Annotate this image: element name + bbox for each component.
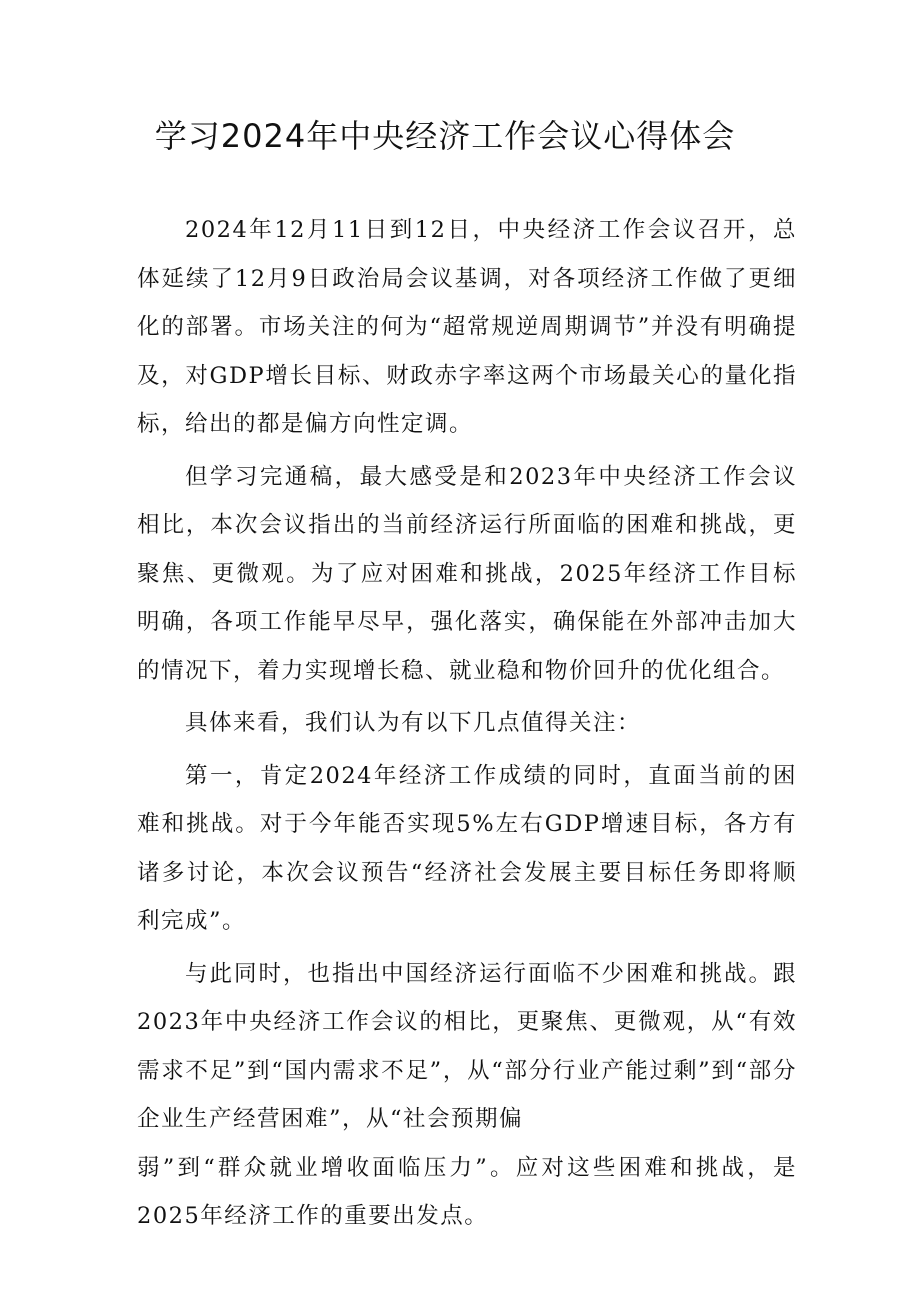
document-body: [137, 206, 797, 1245]
paragraph-5: 与此同时，也指出中国经济运行面临不少困难和挑战。跟2023年中央经济工作会议的相比，更聚焦、更微观，从“有效需求不足”到“国内需求不足”，从“部分行业产能过剩”到“部分企业生产经营困难”，从“社会预期偏: [137, 960, 797, 1132]
paragraph-4: 第一，肯定2024年经济工作成绩的同时，直面当前的困难和挑战。对于今年能否实现5%左右GDP增速目标，各方有诸多讨论，本次会议预告“经济社会发展主要目标任务即将顺利完成”。: [137, 762, 797, 934]
paragraph-2: 但学习完通稿，最大感受是和2023年中央经济工作会议相比，本次会议指出的当前经济运行所面临的困难和挑战，更聚焦、更微观。为了应对困难和挑战，2025年经济工作目标明确，各项工作能早尽早，强化落实，确保能在外部冲击加大的情况下，着力实现增长稳、就业稳和物价回升的优化组合。: [137, 463, 797, 684]
document-title: 学习2024年中央经济工作会议心得体会: [154, 117, 736, 155]
paragraph-5-continued: 弱”到“群众就业增收面临压力”。应对这些困难和挑战，是2025年经济工作的重要出发点。: [137, 1154, 797, 1229]
paragraph-1: 2024年12月11日到12日，中央经济工作会议召开，总体延续了12月9日政治局会议基调，对各项经济工作做了更细化的部署。市场关注的何为“超常规逆周期调节”并没有明确提及，对GDP增长目标、财政赤字率这两个市场最关心的量化指标，给出的都是偏方向性定调。: [137, 217, 797, 437]
paragraph-3: 具体来看，我们认为有以下几点值得关注：: [185, 710, 642, 736]
